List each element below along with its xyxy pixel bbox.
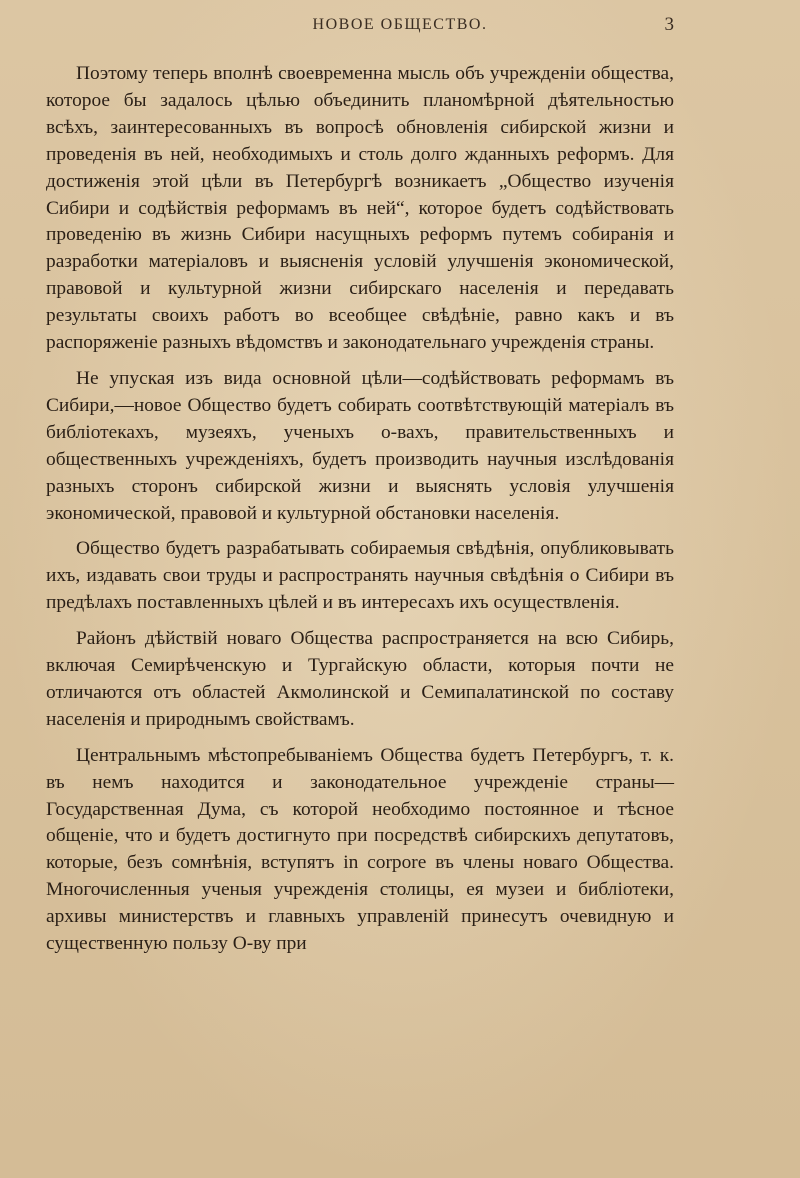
paragraph-4: Районъ дѣйствій новаго Общества распространяется на всю Сибирь, включая Семирѣченскую и Тургайскую области, которыя почти не отличаются отъ областей Акмолинской и Семипалатинской по составу населенія и природнымъ свойствамъ.	[46, 628, 674, 730]
paragraph-1: Поэтому теперь вполнѣ своевременна мысль объ учрежденіи общества, которое бы задалось цѣлью объединить планомѣрной дѣятельностью всѣхъ, заинтересованныхъ въ вопросѣ обновленія сибирской жизни и проведенія въ ней, необходимыхъ и столь долго жданныхъ реформъ. Для достиженія этой цѣли въ Петербургѣ возникаетъ „Общество изученія Сибири и содѣйствія реформамъ въ ней“, которое будетъ содѣйствовать проведенію въ жизнь Сибири насущныхъ реформъ путемъ собиранія и разработки матеріаловъ и выясненія условій улучшенія экономической, правовой и культурной жизни сибирскаго населенія и передавать результаты своихъ работъ во всеобщее свѣдѣніе, равно какъ и въ распоряженіе разныхъ вѣдомствъ и законодательнаго учрежденія страны.	[46, 63, 674, 354]
paragraph-2: Не упуская изъ вида основной цѣли—содѣйствовать реформамъ въ Сибири,—новое Общество будетъ собирать соотвѣтствующій матеріалъ въ библіотекахъ, музеяхъ, ученыхъ о-вахъ, правительственныхъ и общественныхъ учрежденіяхъ, будетъ производить научныя изслѣдованія разныхъ сторонъ сибирской жизни и выяснять условія улучшенія экономической, правовой и культурной обстановки населенія.	[46, 367, 674, 524]
running-title: НОВОЕ ОБЩЕСТВО.	[312, 16, 488, 33]
paragraph-5: Центральнымъ мѣстопребываніемъ Общества будетъ Петербургъ, т. к. въ немъ находится и законодательное учрежденіе страны—Государственная Дума, съ которой необходимо постоянное и тѣсное общеніе, что и будетъ достигнуто при посредствѣ сибирскихъ депутатовъ, которые, безъ сомнѣнія, вступятъ in corpore въ члены новаго Общества. Многочисленныя ученыя учрежденія столицы, ея музеи и библіотеки, архивы министерствъ и главныхъ управленій принесутъ очевидную и существенную пользу О-ву при	[46, 744, 674, 955]
body-text	[46, 61, 674, 967]
page-number: 3	[664, 14, 674, 35]
running-head	[0, 14, 800, 40]
paragraph-3: Общество будетъ разрабатывать собираемыя свѣдѣнія, опубликовывать ихъ, издавать свои труды и распространять научныя свѣдѣнія о Сибири въ предѣлахъ поставленныхъ цѣлей и въ интересахъ ихъ осуществленія.	[46, 538, 674, 614]
